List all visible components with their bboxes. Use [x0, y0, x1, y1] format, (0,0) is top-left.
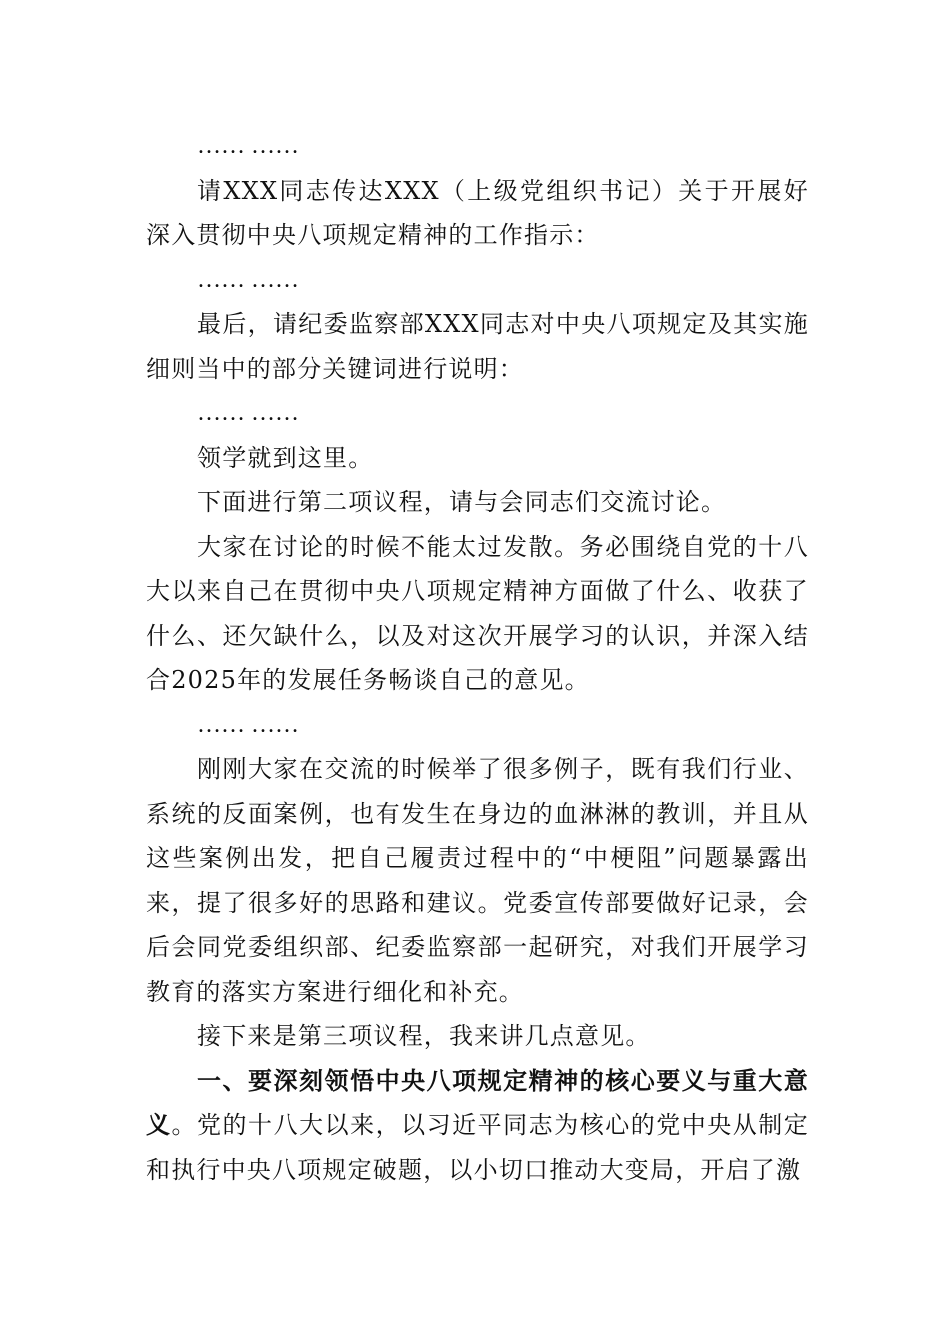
section-heading: 一、要深刻领悟中央八项规定精神的核心要义与重大意义 [146, 1066, 809, 1139]
paragraph: 请XXX同志传达XXX（上级党组织书记）关于开展好深入贯彻中央八项规定精神的工作指示： [146, 176, 809, 249]
section-heading-paragraph [146, 1059, 809, 1193]
ellipsis-line: …… …… [197, 266, 299, 293]
paragraph: 接下来是第三项议程，我来讲几点意见。 [197, 1022, 651, 1050]
paragraph: 最后，请纪委监察部XXX同志对中央八项规定及其实施细则当中的部分关键词进行说明： [146, 310, 809, 383]
paragraph: 领学就到这里。 [197, 443, 374, 472]
ellipsis-line: …… …… [197, 400, 299, 426]
paragraph-text: 。党的十八大以来，以习近平同志为核心的党中央从制定和执行中央八项规定破题，以小切口推动大变局，开启了激 [146, 1111, 809, 1184]
ellipsis-line: …… …… [197, 133, 299, 159]
paragraph: 刚刚大家在交流的时候举了很多例子，既有我们行业、系统的反面案例，也有发生在身边的血淋淋的教训，并且从这些案例出发，把自己履责过程中的“中梗阻”问题暴露出来，提了很多好的思路和建议。党委宣传部要做好记录，会后会同党委组织部、纪委监察部一起研究，对我们开展学习教育的落实方案进行细化和补充。 [146, 755, 809, 1006]
paragraph: 下面进行第二项议程，请与会同志们交流讨论。 [197, 488, 727, 516]
ellipsis-line: …… …… [197, 711, 299, 738]
paragraph: 大家在讨论的时候不能太过发散。务必围绕自党的十八大以来自己在贯彻中央八项规定精神方面做了什么、收获了什么、还欠缺什么，以及对这次开展学习的认识，并深入结合2025年的发展任务畅谈自己的意见。 [146, 532, 809, 694]
document-body [146, 124, 809, 1192]
